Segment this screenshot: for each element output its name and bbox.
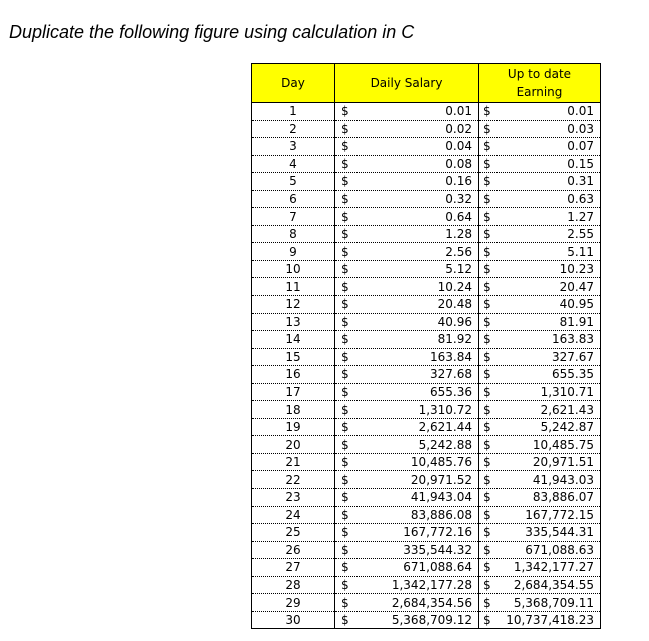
earning-currency-symbol: $: [479, 506, 497, 524]
earning-currency-symbol: $: [479, 489, 497, 507]
earning-currency-symbol: $: [479, 173, 497, 191]
earning-currency-symbol: $: [479, 296, 497, 314]
earning-currency-symbol: $: [479, 243, 497, 261]
earning-currency-symbol: $: [479, 225, 497, 243]
earning-currency-symbol: $: [479, 471, 497, 489]
table-row: [252, 348, 601, 366]
day-cell: 14: [252, 331, 335, 349]
earning-cell: 41,943.03: [497, 471, 601, 489]
day-cell: 24: [252, 506, 335, 524]
salary-currency-symbol: $: [335, 453, 357, 471]
daily-salary-cell: 1.28: [357, 225, 479, 243]
earning-currency-symbol: $: [479, 190, 497, 208]
day-cell: 16: [252, 366, 335, 384]
day-cell: 5: [252, 173, 335, 191]
table-row: [252, 208, 601, 226]
day-cell: 23: [252, 489, 335, 507]
table-row: [252, 278, 601, 296]
earning-cell: 20.47: [497, 278, 601, 296]
day-cell: 18: [252, 401, 335, 419]
earning-currency-symbol: $: [479, 541, 497, 559]
table-row: [252, 313, 601, 331]
table-row: [252, 471, 601, 489]
table-row: [252, 541, 601, 559]
table-row: [252, 173, 601, 191]
salary-currency-symbol: $: [335, 366, 357, 384]
earning-cell: 2,684,354.55: [497, 576, 601, 594]
table-row: [252, 260, 601, 278]
salary-currency-symbol: $: [335, 436, 357, 454]
earning-cell: 5,368,709.11: [497, 594, 601, 612]
salary-currency-symbol: $: [335, 331, 357, 349]
daily-salary-cell: 655.36: [357, 383, 479, 401]
table-row: [252, 559, 601, 577]
header-up-to-date-earning: [479, 64, 601, 103]
table-row: [252, 155, 601, 173]
earning-cell: 0.15: [497, 155, 601, 173]
earning-cell: 40.95: [497, 296, 601, 314]
table-row: [252, 225, 601, 243]
daily-salary-cell: 163.84: [357, 348, 479, 366]
day-cell: 17: [252, 383, 335, 401]
salary-currency-symbol: $: [335, 173, 357, 191]
daily-salary-cell: 327.68: [357, 366, 479, 384]
earning-currency-symbol: $: [479, 401, 497, 419]
earning-cell: 0.01: [497, 103, 601, 121]
table-row: [252, 296, 601, 314]
earning-currency-symbol: $: [479, 524, 497, 542]
daily-salary-cell: 5,242.88: [357, 436, 479, 454]
earning-cell: 81.91: [497, 313, 601, 331]
day-cell: 20: [252, 436, 335, 454]
daily-salary-cell: 335,544.32: [357, 541, 479, 559]
salary-currency-symbol: $: [335, 296, 357, 314]
daily-salary-cell: 10,485.76: [357, 453, 479, 471]
day-cell: 19: [252, 418, 335, 436]
table-row: [252, 366, 601, 384]
earning-currency-symbol: $: [479, 260, 497, 278]
earning-cell: 2,621.43: [497, 401, 601, 419]
table-row: [252, 436, 601, 454]
earning-currency-symbol: $: [479, 436, 497, 454]
salary-currency-symbol: $: [335, 120, 357, 138]
daily-salary-cell: 0.64: [357, 208, 479, 226]
earning-cell: 0.07: [497, 138, 601, 156]
salary-currency-symbol: $: [335, 190, 357, 208]
earning-cell: 10.23: [497, 260, 601, 278]
daily-salary-cell: 83,886.08: [357, 506, 479, 524]
day-cell: 13: [252, 313, 335, 331]
earning-cell: 335,544.31: [497, 524, 601, 542]
earning-cell: 5.11: [497, 243, 601, 261]
day-cell: 8: [252, 225, 335, 243]
table-row: [252, 453, 601, 471]
table-row: [252, 506, 601, 524]
table-row: [252, 243, 601, 261]
day-cell: 25: [252, 524, 335, 542]
earning-cell: 671,088.63: [497, 541, 601, 559]
daily-salary-cell: 0.32: [357, 190, 479, 208]
daily-salary-cell: 1,342,177.28: [357, 576, 479, 594]
day-cell: 21: [252, 453, 335, 471]
daily-salary-cell: 81.92: [357, 331, 479, 349]
salary-currency-symbol: $: [335, 138, 357, 156]
salary-currency-symbol: $: [335, 383, 357, 401]
header-day: Day: [252, 64, 335, 103]
day-cell: 4: [252, 155, 335, 173]
daily-salary-cell: 5.12: [357, 260, 479, 278]
table-row: [252, 190, 601, 208]
day-cell: 6: [252, 190, 335, 208]
salary-currency-symbol: $: [335, 243, 357, 261]
salary-currency-symbol: $: [335, 155, 357, 173]
daily-salary-cell: 2.56: [357, 243, 479, 261]
daily-salary-cell: 10.24: [357, 278, 479, 296]
daily-salary-cell: 0.16: [357, 173, 479, 191]
daily-salary-cell: 5,368,709.12: [357, 611, 479, 629]
salary-currency-symbol: $: [335, 506, 357, 524]
salary-currency-symbol: $: [335, 260, 357, 278]
daily-salary-cell: 20,971.52: [357, 471, 479, 489]
daily-salary-cell: 0.08: [357, 155, 479, 173]
table-row: [252, 138, 601, 156]
earning-currency-symbol: $: [479, 120, 497, 138]
header-daily-salary: Daily Salary: [335, 64, 479, 103]
earning-cell: 163.83: [497, 331, 601, 349]
earning-cell: 83,886.07: [497, 489, 601, 507]
earning-currency-symbol: $: [479, 594, 497, 612]
table-row: [252, 489, 601, 507]
table-row: [252, 611, 601, 629]
salary-currency-symbol: $: [335, 313, 357, 331]
table-row: [252, 524, 601, 542]
daily-salary-cell: 167,772.16: [357, 524, 479, 542]
day-cell: 1: [252, 103, 335, 121]
day-cell: 22: [252, 471, 335, 489]
day-cell: 11: [252, 278, 335, 296]
earning-currency-symbol: $: [479, 103, 497, 121]
daily-salary-cell: 40.96: [357, 313, 479, 331]
earning-currency-symbol: $: [479, 559, 497, 577]
daily-salary-cell: 41,943.04: [357, 489, 479, 507]
day-cell: 26: [252, 541, 335, 559]
table-body: [252, 103, 601, 629]
table-row: [252, 383, 601, 401]
earning-cell: 1,310.71: [497, 383, 601, 401]
day-cell: 12: [252, 296, 335, 314]
day-cell: 9: [252, 243, 335, 261]
table-row: [252, 401, 601, 419]
earning-currency-symbol: $: [479, 348, 497, 366]
earning-currency-symbol: $: [479, 366, 497, 384]
salary-table: [251, 63, 601, 629]
day-cell: 7: [252, 208, 335, 226]
salary-currency-symbol: $: [335, 559, 357, 577]
salary-currency-symbol: $: [335, 471, 357, 489]
day-cell: 30: [252, 611, 335, 629]
earning-currency-symbol: $: [479, 383, 497, 401]
earning-cell: 2.55: [497, 225, 601, 243]
salary-currency-symbol: $: [335, 401, 357, 419]
day-cell: 3: [252, 138, 335, 156]
earning-cell: 0.03: [497, 120, 601, 138]
earning-cell: 1.27: [497, 208, 601, 226]
earning-currency-symbol: $: [479, 453, 497, 471]
day-cell: 15: [252, 348, 335, 366]
salary-currency-symbol: $: [335, 418, 357, 436]
table-row: [252, 103, 601, 121]
day-cell: 10: [252, 260, 335, 278]
daily-salary-cell: 0.04: [357, 138, 479, 156]
salary-currency-symbol: $: [335, 225, 357, 243]
salary-currency-symbol: $: [335, 541, 357, 559]
header-row: [252, 64, 601, 103]
daily-salary-cell: 0.01: [357, 103, 479, 121]
earning-currency-symbol: $: [479, 418, 497, 436]
earning-currency-symbol: $: [479, 331, 497, 349]
earning-cell: 10,485.75: [497, 436, 601, 454]
table-row: [252, 120, 601, 138]
salary-currency-symbol: $: [335, 348, 357, 366]
salary-currency-symbol: $: [335, 208, 357, 226]
salary-currency-symbol: $: [335, 489, 357, 507]
salary-currency-symbol: $: [335, 103, 357, 121]
salary-currency-symbol: $: [335, 611, 357, 629]
instruction-text: Duplicate the following figure using calculation in C: [9, 22, 415, 42]
earning-currency-symbol: $: [479, 611, 497, 629]
earning-cell: 0.31: [497, 173, 601, 191]
earning-currency-symbol: $: [479, 278, 497, 296]
table-row: [252, 331, 601, 349]
earning-cell: 20,971.51: [497, 453, 601, 471]
earning-cell: 0.63: [497, 190, 601, 208]
table-row: [252, 576, 601, 594]
daily-salary-cell: 2,684,354.56: [357, 594, 479, 612]
daily-salary-cell: 0.02: [357, 120, 479, 138]
earning-cell: 1,342,177.27: [497, 559, 601, 577]
daily-salary-cell: 1,310.72: [357, 401, 479, 419]
earning-cell: 167,772.15: [497, 506, 601, 524]
header-earning-line2: Earning: [516, 85, 563, 99]
daily-salary-cell: 671,088.64: [357, 559, 479, 577]
table-row: [252, 594, 601, 612]
earning-cell: 5,242.87: [497, 418, 601, 436]
salary-currency-symbol: $: [335, 524, 357, 542]
earning-currency-symbol: $: [479, 576, 497, 594]
earning-currency-symbol: $: [479, 155, 497, 173]
earning-cell: 10,737,418.23: [497, 611, 601, 629]
day-cell: 28: [252, 576, 335, 594]
daily-salary-cell: 20.48: [357, 296, 479, 314]
day-cell: 29: [252, 594, 335, 612]
salary-currency-symbol: $: [335, 576, 357, 594]
salary-currency-symbol: $: [335, 278, 357, 296]
salary-currency-symbol: $: [335, 594, 357, 612]
earning-cell: 655.35: [497, 366, 601, 384]
day-cell: 27: [252, 559, 335, 577]
earning-currency-symbol: $: [479, 208, 497, 226]
earning-cell: 327.67: [497, 348, 601, 366]
daily-salary-cell: 2,621.44: [357, 418, 479, 436]
earning-currency-symbol: $: [479, 313, 497, 331]
table-row: [252, 418, 601, 436]
header-earning-line1: Up to date: [507, 67, 572, 81]
day-cell: 2: [252, 120, 335, 138]
earning-currency-symbol: $: [479, 138, 497, 156]
